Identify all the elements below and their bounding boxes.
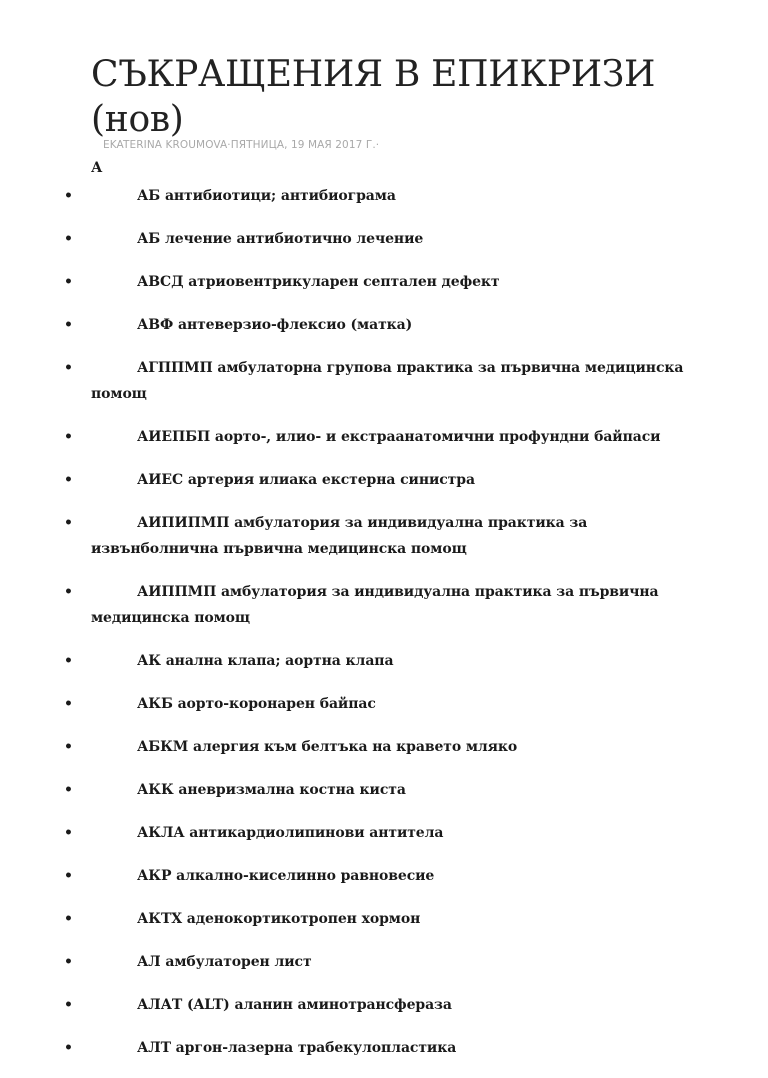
section-letter-heading: А [91,160,103,176]
bullet-icon: • [64,188,73,204]
list-item-text: АВФ антеверзио-флексио (матка) [137,317,413,333]
list-item-text: АБ лечение антибиотично лечение [137,231,424,247]
list-item-text: АИППМП амбулатория за индивидуална практика за първична медицинска помощ [91,584,659,626]
list-item-text: АКР алкално-киселинно равновесие [137,868,435,884]
list-item-text: АГППМП амбулаторна групова практика за първична медицинска помощ [91,360,684,402]
list-item [0,734,768,760]
list-item-text: АКК аневризмална костна киста [137,782,406,798]
list-item [0,424,768,450]
list-item [0,312,768,338]
list-item [0,648,768,674]
bullet-icon: • [64,274,73,290]
bullet-icon: • [64,584,73,600]
list-item-text: АИПИПМП амбулатория за индивидуална практика за извънболнична първична медицинска помощ [91,515,588,557]
list-item-text: АК анална клапа; аортна клапа [137,653,394,669]
list-item [0,691,768,717]
bullet-icon: • [64,1040,73,1056]
bullet-icon: • [64,515,73,531]
list-item [0,355,768,407]
list-item [0,269,768,295]
list-item-text: АИЕС артерия илиака екстерна синистра [137,472,475,488]
bullet-icon: • [64,868,73,884]
bullet-icon: • [64,231,73,247]
list-item [0,579,768,631]
bullet-icon: • [64,472,73,488]
bullet-icon: • [64,825,73,841]
bullet-icon: • [64,653,73,669]
abbreviation-list [0,183,768,1078]
list-item [0,863,768,889]
list-item-text: АБ антибиотици; антибиограма [137,188,396,204]
bullet-icon: • [64,429,73,445]
bullet-icon: • [64,997,73,1013]
list-item [0,467,768,493]
bullet-icon: • [64,360,73,376]
list-item [0,510,768,562]
list-item-text: АЛАТ (ALT) аланин аминотрансфераза [137,997,452,1013]
list-item [0,183,768,209]
page-title: СЪКРАЩЕНИЯ В ЕПИКРИЗИ (нов) [91,54,656,140]
list-item-text: АВСД атриовентрикуларен септален дефект [137,274,500,290]
list-item [0,949,768,975]
list-item [0,820,768,846]
bullet-icon: • [64,911,73,927]
bullet-icon: • [64,954,73,970]
list-item [0,992,768,1018]
list-item-text: АИЕПБП аорто-, илио- и екстраанатомични профундни байпаси [137,429,661,445]
list-item-text: АБКМ алергия към белтъка на кравето мляко [137,739,518,755]
list-item [0,777,768,803]
list-item-text: АКТХ аденокортикотропен хормон [137,911,421,927]
bullet-icon: • [64,782,73,798]
author-date-byline: EKATERINA KROUMOVA·ПЯТНИЦА, 19 МАЯ 2017 Г.· [103,139,380,151]
bullet-icon: • [64,696,73,712]
list-item [0,906,768,932]
list-item-text: АКБ аорто-коронарен байпас [137,696,376,712]
list-item-text: АКЛА антикардиолипинови антитела [137,825,444,841]
list-item-text: АЛТ аргон-лазерна трабекулопластика [137,1040,457,1056]
bullet-icon: • [64,317,73,333]
bullet-icon: • [64,739,73,755]
list-item [0,226,768,252]
list-item-text: АЛ амбулаторен лист [137,954,312,970]
list-item [0,1035,768,1061]
